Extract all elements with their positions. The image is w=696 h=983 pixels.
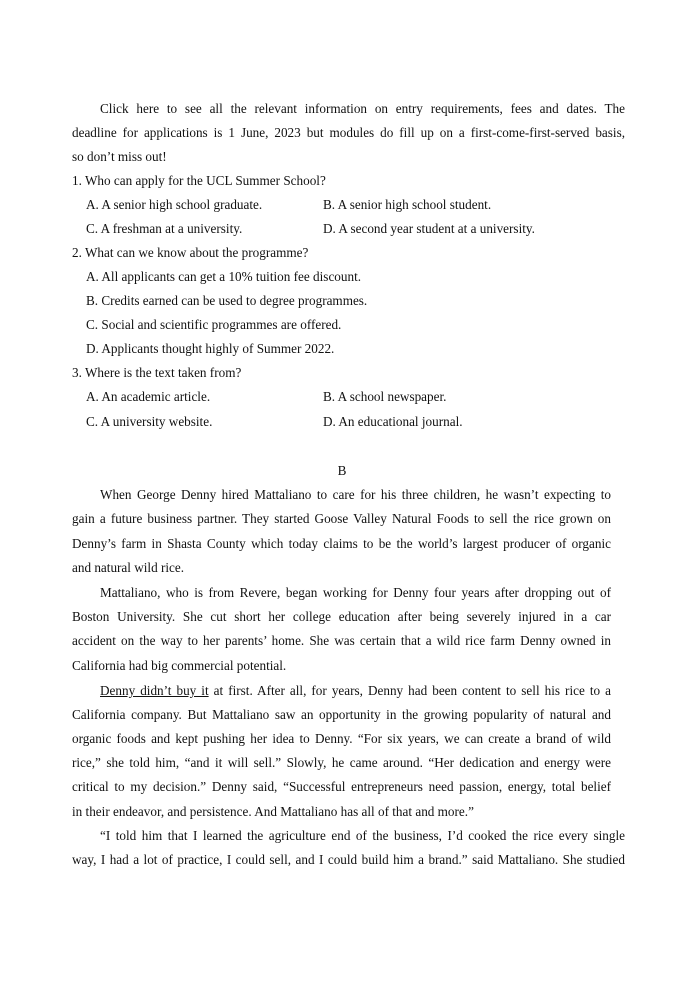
intro-line-1: Click here to see all the relevant information on entry requirements, fees and dates. The bbox=[100, 101, 625, 116]
question-1-option-c[interactable]: C. A freshman at a university. bbox=[86, 221, 243, 236]
passage-p3-line-5: critical to my decision.” Denny said, “Successful entrepreneurs need passion, energy, total belief bbox=[72, 779, 611, 794]
question-2-option-b[interactable]: B. Credits earned can be used to degree programmes. bbox=[86, 293, 368, 308]
passage-p3-line-2: California company. But Mattaliano saw an opportunity in the growing popularity of natural and bbox=[72, 707, 611, 722]
question-3-option-d[interactable]: D. An educational journal. bbox=[323, 414, 463, 429]
passage-p1-line-1: When George Denny hired Mattaliano to care for his three children, he wasn’t expecting to bbox=[100, 487, 611, 502]
question-1-option-a[interactable]: A. A senior high school graduate. bbox=[86, 197, 263, 212]
passage-p1-line-4: and natural wild rice. bbox=[72, 560, 185, 575]
passage-p1-line-3: Denny’s farm in Shasta County which today claims to be the world’s largest producer of organic bbox=[72, 536, 611, 551]
passage-p3-line-1-rest: at first. After all, for years, Denny had been content to sell his rice to a bbox=[208, 683, 611, 698]
question-1-option-d[interactable]: D. A second year student at a university. bbox=[323, 221, 535, 236]
question-1-stem: 1. Who can apply for the UCL Summer School? bbox=[72, 173, 326, 188]
passage-p3-line-6: in their endeavor, and persistence. And Mattaliano has all of that and more.” bbox=[72, 804, 474, 819]
passage-p2-line-3: accident on the way to her parents’ home. She was certain that a wild rice farm Denny owned in bbox=[72, 633, 611, 648]
question-2-option-c[interactable]: C. Social and scientific programmes are offered. bbox=[86, 317, 342, 332]
underlined-phrase: Denny didn’t buy it bbox=[100, 683, 209, 698]
passage-p3-line-1 bbox=[100, 683, 611, 699]
question-2-option-d[interactable]: D. Applicants thought highly of Summer 2022. bbox=[86, 341, 335, 356]
question-3-option-b[interactable]: B. A school newspaper. bbox=[323, 389, 447, 404]
question-3-option-a[interactable]: A. An academic article. bbox=[86, 389, 211, 404]
intro-line-2: deadline for applications is 1 June, 2023 but modules do fill up on a first-come-first-served basis, bbox=[72, 125, 625, 140]
passage-p2-line-1: Mattaliano, who is from Revere, began working for Denny four years after dropping out of bbox=[100, 585, 611, 600]
question-3-option-c[interactable]: C. A university website. bbox=[86, 414, 213, 429]
question-3-stem: 3. Where is the text taken from? bbox=[72, 365, 242, 380]
passage-p3-line-3: organic foods and kept pushing her idea to Denny. “For six years, we can create a brand of wild bbox=[72, 731, 611, 746]
question-1-option-b[interactable]: B. A senior high school student. bbox=[323, 197, 492, 212]
passage-p4-line-1: “I told him that I learned the agriculture end of the business, I’d cooked the rice every single bbox=[100, 828, 625, 843]
question-2-stem: 2. What can we know about the programme? bbox=[72, 245, 309, 260]
intro-line-3: so don’t miss out! bbox=[72, 149, 167, 164]
passage-p2-line-2: Boston University. She cut short her college education after being severely injured in a car bbox=[72, 609, 611, 624]
passage-p4-line-2: way, I had a lot of practice, I could sell, and I could build him a brand.” said Mattaliano. She studied bbox=[72, 852, 625, 867]
passage-p2-line-4: California had big commercial potential. bbox=[72, 658, 287, 673]
question-2-option-a[interactable]: A. All applicants can get a 10% tuition fee discount. bbox=[86, 269, 362, 284]
passage-p1-line-2: gain a future business partner. They started Goose Valley Natural Foods to sell the rice grown on bbox=[72, 511, 611, 526]
section-b-heading: B bbox=[337, 463, 347, 478]
passage-p3-line-4: rice,” she told him, “and it will sell.” Slowly, he came around. “Her dedication and energy were bbox=[72, 755, 611, 770]
